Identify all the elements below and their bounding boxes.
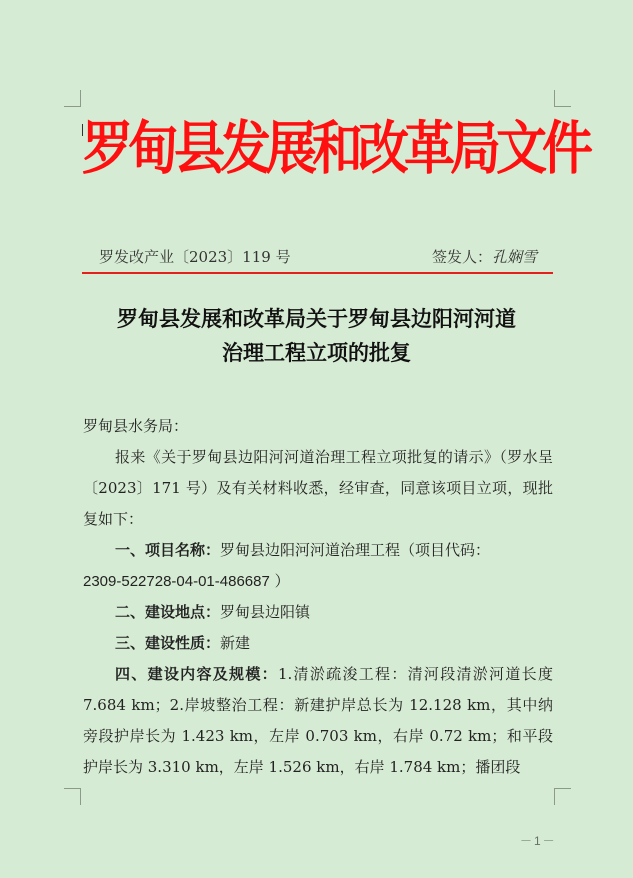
- document-masthead: 罗甸县发展和改革局文件: [82, 115, 589, 183]
- red-separator-line: [82, 272, 553, 274]
- document-number: 罗发改产业〔2023〕119 号: [99, 248, 291, 266]
- item-text: 新建: [220, 634, 251, 652]
- crop-mark-bottom-right: [554, 788, 571, 805]
- project-code: 2309-522728-04-01-486687: [83, 573, 270, 590]
- signer: [432, 246, 537, 268]
- item-text: 罗甸县边阳镇: [220, 603, 311, 621]
- item-scope: [83, 659, 553, 783]
- signer-name: 孔娴雪: [491, 248, 537, 266]
- item-nature: [83, 628, 553, 659]
- item-text: 罗甸县边阳河河道治理工程（项目代码：: [220, 541, 491, 559]
- salutation: 罗甸县水务局：: [83, 417, 189, 435]
- item-label: 一、项目名称：: [115, 541, 221, 559]
- crop-mark-bottom-left: [64, 788, 81, 805]
- crop-mark-top-left: [64, 90, 81, 107]
- intro-paragraph: 报来《关于罗甸县边阳河河道治理工程立项批复的请示》（罗水呈〔2023〕171 号）及有关材料收悉，经审查，同意该项目立项，现批复如下：: [83, 448, 553, 528]
- crop-mark-top-right: [554, 90, 571, 107]
- title-line-2: 治理工程立项的批复: [222, 340, 411, 365]
- signer-label: 签发人：: [431, 248, 492, 266]
- page-number: －1－: [520, 834, 557, 848]
- item-project-name: [83, 535, 553, 566]
- item-project-code: [83, 566, 553, 597]
- item-label: 二、建设地点：: [115, 603, 221, 621]
- document-number-line: [99, 246, 537, 268]
- item-suffix: ）: [274, 572, 290, 590]
- document-body: [83, 411, 553, 783]
- item-text: 1.清淤疏浚工程：清河段清淤河道长度 7.684 km；2.岸坡整治工程：新建护岸总长为 12.128 km，其中纳旁段护岸长为 1.423 km，左岸 0.703 km，右岸 0.72 km；和平段护岸长为 3.310 km，左岸 1.526 km，右岸 1.784 km；播团段: [83, 665, 553, 776]
- document-title: [70, 302, 563, 370]
- item-label: 四、建设内容及规模：: [115, 665, 278, 683]
- item-location: [83, 597, 553, 628]
- title-line-1: 罗甸县发展和改革局关于罗甸县边阳河河道: [117, 306, 516, 331]
- item-label: 三、建设性质：: [115, 634, 221, 652]
